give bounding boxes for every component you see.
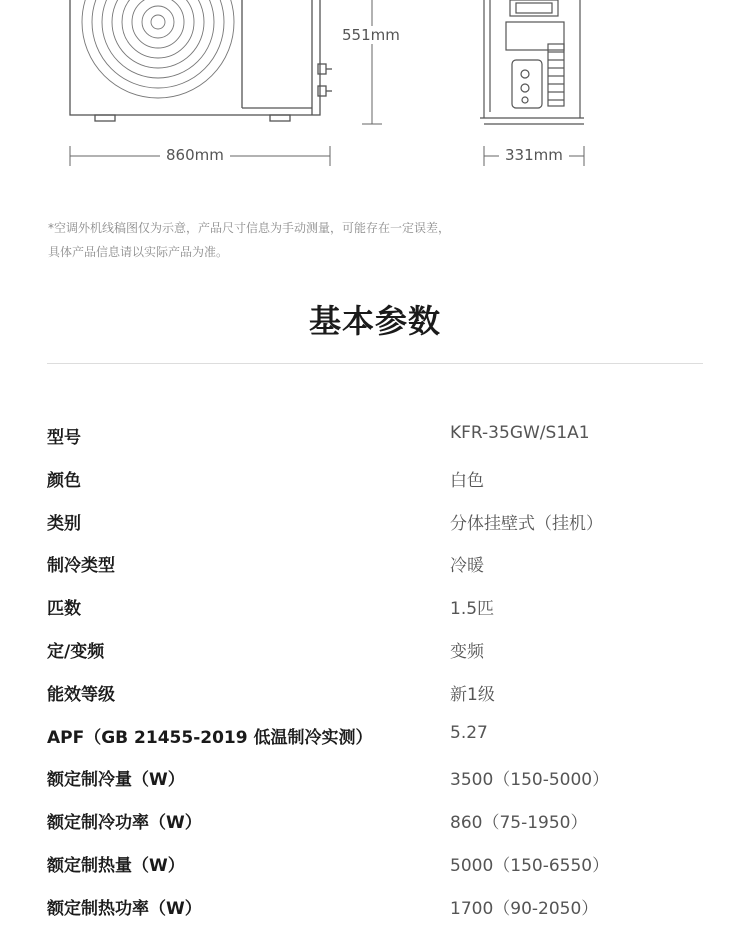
side-view-drawing — [480, 0, 584, 124]
spec-row-cooling-type — [0, 541, 750, 584]
spec-value: 白色 — [450, 470, 484, 491]
spec-label: 额定制冷功率（W） — [47, 813, 202, 834]
spec-label: 额定制热功率（W） — [47, 898, 202, 919]
spec-row-cooling-power — [0, 798, 750, 841]
spec-row-horsepower — [0, 584, 750, 627]
spec-value: 1700（90-2050） — [450, 898, 599, 919]
disclaimer-note — [48, 216, 450, 264]
section-title: 基本参数 — [308, 302, 441, 340]
spec-row-heating-capacity — [0, 841, 750, 884]
spec-label: APF（GB 21455-2019 低温制冷实测） — [47, 727, 373, 748]
fan-grille — [82, 0, 234, 98]
spec-value: 分体挂壁式（挂机） — [450, 513, 603, 534]
spec-label: 类别 — [47, 513, 81, 534]
spec-label: 额定制冷量（W） — [47, 770, 185, 791]
spec-label: 定/变频 — [47, 641, 105, 662]
spec-value: KFR-35GW/S1A1 — [450, 423, 590, 443]
front-view-drawing — [70, 0, 332, 121]
spec-label: 能效等级 — [47, 684, 115, 705]
height-dimension-line — [362, 0, 382, 124]
spec-row-heating-power — [0, 884, 750, 927]
spec-label: 颜色 — [47, 470, 81, 491]
spec-label: 制冷类型 — [47, 556, 115, 577]
depth-dimension-label: 331mm — [499, 146, 569, 164]
disclaimer-line-2: 具体产品信息请以实际产品为准。 — [48, 245, 229, 259]
title-divider — [47, 363, 703, 364]
spec-value: 5000（150-6550） — [450, 855, 610, 876]
spec-row-efficiency-grade — [0, 670, 750, 713]
spec-row-frequency — [0, 627, 750, 670]
spec-value: 5.27 — [450, 722, 488, 743]
spec-row-apf — [0, 713, 750, 756]
disclaimer-line-1: *空调外机线稿图仅为示意，产品尺寸信息为手动测量，可能存在一定误差， — [48, 221, 451, 235]
spec-row-category — [0, 499, 750, 542]
spec-value: 变频 — [450, 641, 484, 662]
spec-row-color — [0, 456, 750, 499]
spec-value: 1.5匹 — [450, 599, 495, 620]
spec-value: 860（75-1950） — [450, 813, 588, 834]
height-dimension-label: 551mm — [336, 26, 406, 44]
width-dimension-label: 860mm — [160, 146, 230, 164]
spec-value: 冷暖 — [450, 556, 484, 577]
spec-row-cooling-capacity — [0, 755, 750, 798]
spec-label: 型号 — [47, 428, 81, 448]
spec-value: 新1级 — [450, 684, 495, 705]
spec-value: 3500（150-5000） — [450, 770, 610, 791]
spec-label: 匹数 — [47, 599, 81, 620]
spec-label: 额定制热量（W） — [47, 855, 185, 876]
spec-row-model — [0, 413, 750, 456]
spec-table — [0, 413, 750, 927]
